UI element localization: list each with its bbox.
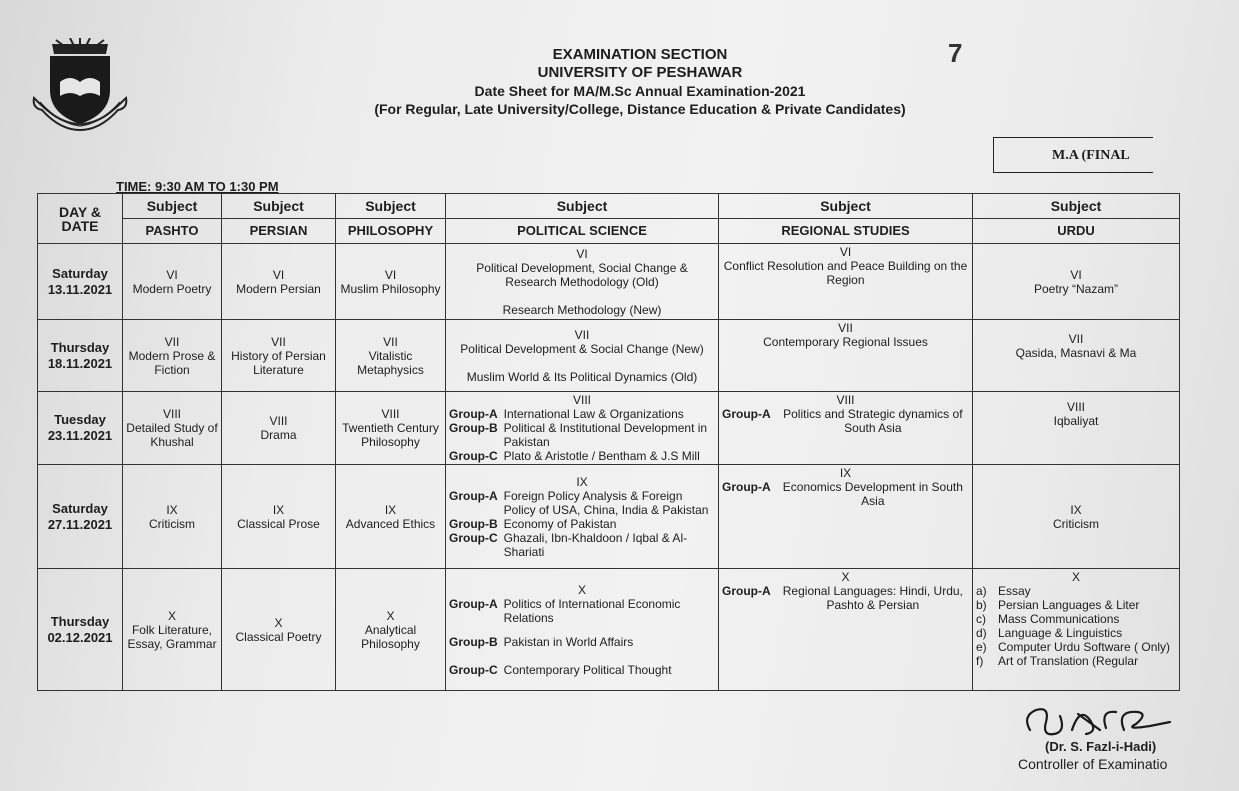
group-label: Group-A: [449, 407, 498, 421]
class-box: [993, 137, 1153, 173]
paper-number: X: [841, 570, 850, 584]
group-line: [449, 517, 715, 531]
polsci-cell: [446, 569, 719, 691]
list-item: [976, 612, 1176, 626]
date: 18.11.2021: [47, 355, 113, 371]
day: Saturday: [52, 265, 108, 281]
item-text: Mass Communications: [998, 612, 1120, 626]
paper-title: Muslim Philosophy: [340, 281, 441, 296]
paper-title: Muslim World & Its Political Dynamics (Old): [466, 369, 698, 384]
paper-title: Iqbaliyat: [1053, 414, 1099, 428]
paper-title: Qasida, Masnavi & Ma: [1015, 346, 1137, 360]
paper-title: Twentieth Century Philosophy: [342, 421, 439, 449]
paper-number: X: [167, 608, 176, 623]
item-key: f): [976, 654, 984, 668]
col-subject-pashto: Subject: [123, 194, 222, 219]
date-sheet-table: [37, 193, 1180, 691]
paper-number: VI: [384, 267, 397, 282]
group-label: Group-A: [449, 596, 498, 611]
item-text: Language & Linguistics: [998, 626, 1123, 640]
persian-cell: [222, 320, 336, 392]
paper-title: Plato & Aristotle / Bentham & J.S Mill: [503, 449, 700, 463]
exam-time: TIME: 9:30 AM TO 1:30 PM: [116, 179, 279, 194]
persian-cell: [222, 465, 336, 569]
col-subject-philosophy: Subject: [336, 194, 446, 219]
item-key: b): [976, 598, 987, 612]
item-text: Computer Urdu Software ( Only): [998, 640, 1171, 654]
paper-title: Contemporary Regional Issues: [763, 335, 928, 349]
paper-title: Modern Persian: [236, 281, 321, 296]
philosophy-cell: [336, 569, 446, 691]
polsci-cell: [446, 392, 719, 465]
paper-title: Political & Institutional Development in Pakistan: [503, 421, 708, 449]
paper-number: VII: [271, 334, 286, 349]
col-persian: PERSIAN: [222, 219, 336, 244]
paper-number: VIII: [836, 393, 855, 407]
paper-number: VII: [574, 327, 590, 342]
table-row: [38, 465, 1180, 569]
paper-title: Conflict Resolution and Peace Building on the Region: [723, 259, 968, 287]
philosophy-cell: [336, 244, 446, 320]
pashto-cell: [123, 569, 222, 691]
date: 13.11.2021: [47, 281, 113, 297]
paper-title: Analytical Philosophy: [361, 622, 420, 651]
date: 23.11.2021: [47, 428, 113, 443]
col-subject-persian: Subject: [222, 194, 336, 219]
item-text: Art of Translation (Regular: [998, 654, 1139, 668]
paper-title: History of Persian Literature: [231, 348, 326, 377]
class-label: M.A (FINAL: [1052, 148, 1130, 163]
paper-title: Pakistan in World Affairs: [503, 634, 634, 649]
paper-title: Economics Development in South Asia: [782, 480, 963, 508]
item-text: Persian Languages & Liter: [998, 598, 1140, 612]
pashto-cell: [123, 244, 222, 320]
group-label: Group-A: [449, 488, 498, 503]
paper-number: X: [386, 608, 395, 623]
paper-number: VI: [576, 246, 588, 261]
group-label: Group-A: [722, 407, 771, 421]
paper-title: Criticism: [149, 516, 195, 531]
urdu-cell: [973, 569, 1180, 691]
paper-title: Political Development, Social Change & Research Methodology (Old): [476, 260, 688, 289]
paper-title: Contemporary Political Thought: [503, 662, 672, 677]
group-label: Group-C: [449, 662, 498, 677]
date: 02.12.2021: [47, 629, 113, 645]
item-key: a): [976, 584, 987, 598]
regional-cell: [719, 465, 973, 569]
paper-number: IX: [1070, 502, 1082, 517]
paper-title: Foreign Policy Analysis & Foreign Policy of USA, China, India & Pakistan: [503, 488, 709, 517]
paper-title: Modern Poetry: [132, 281, 212, 296]
university-logo: [30, 38, 130, 134]
header-row-subject: [38, 194, 1180, 219]
header-line-4: (For Regular, Late University/College, Distance Education & Private Candidates): [374, 101, 906, 117]
group-line: [722, 584, 969, 612]
paper-number: IX: [384, 502, 397, 517]
paper-title: Drama: [260, 428, 297, 442]
item-key: e): [976, 640, 987, 654]
paper-number: X: [577, 582, 586, 597]
paper-title: Poetry “Nazam”: [1033, 281, 1119, 296]
paper-title: Regional Languages: Hindi, Urdu, Pashto & Persian: [782, 584, 963, 612]
group-line: [449, 407, 715, 421]
paper-number: VIII: [572, 393, 591, 407]
paper-title: Economy of Pakistan: [503, 516, 617, 531]
group-label: Group-A: [722, 480, 771, 494]
col-political-science: POLITICAL SCIENCE: [446, 219, 719, 244]
pashto-cell: [123, 465, 222, 569]
group-line: [449, 663, 715, 677]
persian-cell: [222, 569, 336, 691]
philosophy-cell: [336, 320, 446, 392]
header-row-department: [38, 219, 1180, 244]
urdu-cell: [973, 244, 1180, 320]
signature-icon: [1020, 700, 1180, 744]
paper-title: Politics of International Economic Relations: [503, 596, 681, 625]
paper-title: Politics and Strategic dynamics of South Asia: [783, 407, 963, 435]
list-item: [976, 584, 1176, 598]
paper-title: International Law & Organizations: [503, 407, 684, 421]
paper-number: VIII: [381, 407, 400, 421]
group-line: [449, 489, 715, 517]
list-item: [976, 626, 1176, 640]
table-row: [38, 569, 1180, 691]
item-text: Essay: [998, 584, 1031, 598]
document-header: [300, 46, 980, 118]
item-key: c): [976, 612, 986, 626]
paper-title: Criticism: [1053, 516, 1099, 531]
paper-title: Classical Poetry: [235, 629, 322, 644]
paper-number: IX: [166, 502, 178, 517]
table-row: [38, 320, 1180, 392]
regional-cell: [719, 569, 973, 691]
urdu-options-list: [976, 584, 1176, 668]
table-row: [38, 392, 1180, 465]
signatory-title: Controller of Examinatio: [1018, 756, 1168, 772]
philosophy-cell: [336, 465, 446, 569]
col-subject-polsci: Subject: [446, 194, 719, 219]
day: Tuesday: [54, 412, 106, 427]
group-line: [449, 421, 715, 449]
paper-number: VII: [1068, 332, 1084, 346]
day-date-cell: [38, 244, 123, 320]
group-label: Group-A: [722, 584, 771, 598]
group-label: Group-C: [449, 530, 498, 545]
polsci-cell: [446, 244, 719, 320]
paper-number: X: [1071, 570, 1080, 584]
paper-number: VI: [839, 245, 852, 259]
col-day-date: DAY & DATE: [38, 194, 123, 244]
paper-title: Vitalistic Metaphysics: [357, 348, 424, 377]
paper-number: VII: [164, 334, 180, 349]
group-label: Group-B: [449, 516, 498, 531]
item-key: d): [976, 626, 987, 640]
persian-cell: [222, 244, 336, 320]
group-line: [449, 531, 715, 559]
date: 27.11.2021: [47, 516, 113, 532]
group-label: Group-C: [449, 449, 498, 463]
group-label: Group-B: [449, 634, 498, 649]
page-number: 7: [948, 38, 963, 68]
paper-number: IX: [576, 474, 588, 489]
day-date-cell: [38, 569, 123, 691]
day: Thursday: [50, 613, 110, 629]
urdu-cell: [973, 320, 1180, 392]
header-line-1: EXAMINATION SECTION: [552, 46, 728, 63]
paper-number: VIII: [269, 414, 288, 428]
col-subject-urdu: Subject: [973, 194, 1180, 219]
col-philosophy: PHILOSOPHY: [336, 219, 446, 244]
paper-number: VIII: [1066, 400, 1085, 414]
paper-title: Detailed Study of Khushal: [126, 421, 218, 449]
paper-title: Advanced Ethics: [345, 516, 436, 531]
paper-number: VI: [272, 267, 285, 282]
regional-cell: [719, 320, 973, 392]
paper-title: Classical Prose: [237, 516, 320, 531]
group-line: [449, 635, 715, 649]
day-date-cell: [38, 465, 123, 569]
day-date-cell: [38, 320, 123, 392]
col-regional-studies: REGIONAL STUDIES: [719, 219, 973, 244]
col-subject-regional: Subject: [719, 194, 973, 219]
paper-number: IX: [839, 466, 852, 480]
philosophy-cell: [336, 392, 446, 465]
urdu-cell: [973, 392, 1180, 465]
persian-cell: [222, 392, 336, 465]
col-pashto: PASHTO: [123, 219, 222, 244]
list-item: [976, 598, 1176, 612]
day: Saturday: [52, 500, 108, 516]
pashto-cell: [123, 392, 222, 465]
paper-number: VI: [166, 267, 178, 282]
day-date-cell: [38, 392, 123, 465]
paper-number: VIII: [162, 407, 181, 421]
paper-number: VI: [1070, 267, 1082, 282]
paper-title: Folk Literature, Essay, Grammar: [127, 622, 217, 651]
day: Thursday: [50, 339, 110, 355]
polsci-cell: [446, 320, 719, 392]
paper-number: X: [274, 615, 283, 630]
list-item: [976, 640, 1176, 654]
paper-number: VII: [838, 321, 853, 335]
col-urdu: URDU: [973, 219, 1180, 244]
header-line-3: Date Sheet for MA/M.Sc Annual Examination-2021: [474, 83, 806, 99]
regional-cell: [719, 244, 973, 320]
table-row: [38, 244, 1180, 320]
polsci-cell: [446, 465, 719, 569]
urdu-cell: [973, 465, 1180, 569]
paper-title: Political Development & Social Change (New): [460, 341, 704, 356]
paper-number: IX: [272, 502, 285, 517]
header-line-2: UNIVERSITY OF PESHAWAR: [537, 64, 743, 81]
paper-title: Ghazali, Ibn-Khaldoon / Iqbal & Al-Shariati: [503, 530, 688, 559]
signatory-name: (Dr. S. Fazl-i-Hadi): [1045, 739, 1157, 754]
group-line: [449, 597, 715, 625]
paper-number: VII: [383, 334, 398, 349]
paper-title: Research Methodology (New): [502, 302, 662, 317]
group-line: [722, 407, 969, 435]
list-item: [976, 654, 1176, 668]
pashto-cell: [123, 320, 222, 392]
group-label: Group-B: [449, 421, 498, 435]
regional-cell: [719, 392, 973, 465]
group-line: [722, 480, 969, 508]
paper-title: Modern Prose & Fiction: [128, 348, 216, 377]
group-line: [449, 449, 715, 463]
